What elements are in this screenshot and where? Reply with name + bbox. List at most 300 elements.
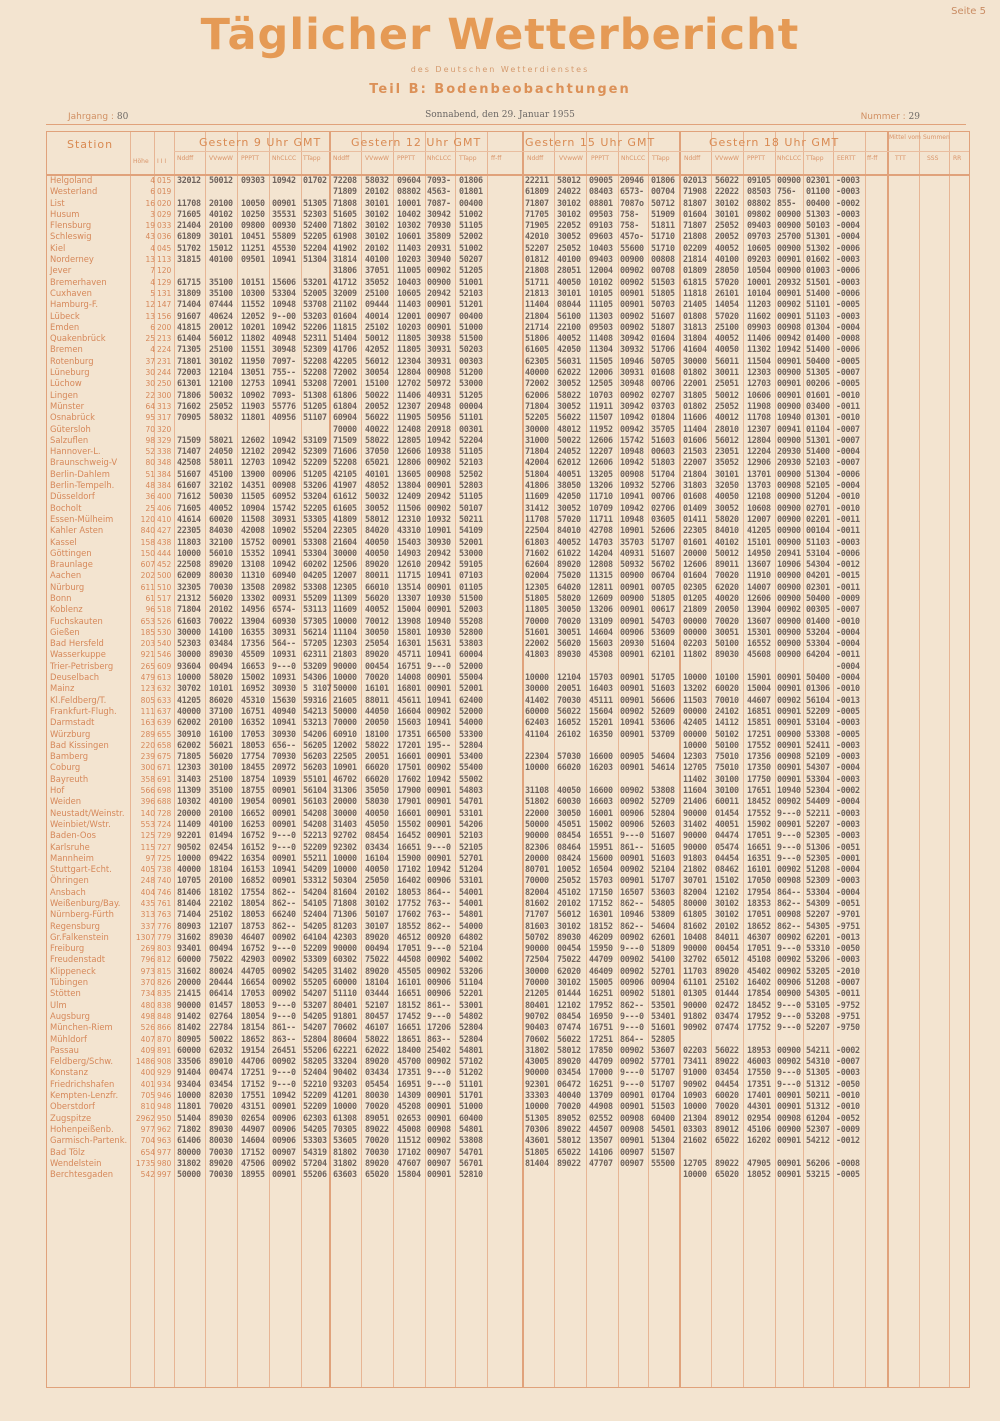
obs-cell: 00902	[620, 276, 644, 287]
obs-cell: 71602	[177, 400, 201, 411]
obs-cell: 20050	[715, 604, 739, 615]
obs-cell: -0003	[836, 875, 860, 886]
obs-cell: 00004	[459, 400, 483, 411]
obs-cell: 00901	[427, 1169, 451, 1180]
g12-nhccc: NhCLCC	[427, 155, 452, 162]
station-height: 796	[140, 955, 155, 965]
obs-cell: 10941	[427, 570, 451, 581]
obs-cell: 10000	[177, 1090, 201, 1101]
table-row	[47, 954, 969, 965]
obs-cell: 70030	[209, 581, 233, 592]
obs-cell: 47506	[241, 1157, 265, 1168]
obs-cell: 53304	[806, 773, 830, 784]
obs-cell: 10941	[427, 694, 451, 705]
obs-cell: 00901	[620, 762, 644, 773]
obs-cell: 50102	[715, 728, 739, 739]
obs-cell: 16601	[397, 751, 421, 762]
table-body	[47, 175, 969, 1180]
obs-cell: 14604	[241, 1135, 265, 1146]
obs-cell: 80030	[209, 570, 233, 581]
obs-cell: 58021	[209, 434, 233, 445]
obs-cell: 60020	[209, 513, 233, 524]
obs-cell: 17206	[427, 1022, 451, 1033]
obs-cell: 20948	[427, 400, 451, 411]
obs-cell: 08403	[589, 186, 613, 197]
obs-cell: -0003	[836, 1067, 860, 1078]
obs-cell: 855-	[777, 197, 796, 208]
obs-cell: 65022	[557, 1146, 581, 1157]
obs-cell: 89020	[365, 1157, 389, 1168]
obs-cell: 89020	[209, 559, 233, 570]
station-height: 805	[140, 695, 155, 705]
obs-cell: 56021	[209, 739, 233, 750]
station-index: 803	[157, 944, 172, 954]
obs-cell: 51909	[651, 208, 675, 219]
obs-cell: 53609	[651, 626, 675, 637]
obs-cell: 80030	[365, 1090, 389, 1101]
obs-cell: 12207	[589, 446, 613, 457]
obs-cell: 56020	[365, 592, 389, 603]
obs-cell: 16101	[747, 864, 771, 875]
obs-cell: 00901	[427, 683, 451, 694]
obs-cell: 12107	[209, 920, 233, 931]
obs-cell: 30101	[715, 208, 739, 219]
station-name: Flensburg	[50, 220, 92, 231]
table-row	[47, 243, 969, 254]
obs-cell: 52206	[303, 321, 327, 332]
obs-cell: -0012	[836, 1135, 860, 1146]
obs-cell: 17152	[241, 1146, 265, 1157]
obs-cell: 30102	[715, 909, 739, 920]
obs-cell: 13709	[589, 1090, 613, 1101]
obs-cell: 18455	[241, 762, 265, 773]
obs-cell: 45108	[747, 954, 771, 965]
obs-cell: 00901	[777, 389, 801, 400]
obs-cell: 45308	[589, 649, 613, 660]
obs-cell: 30930	[272, 728, 296, 739]
obs-cell: -0010	[836, 615, 860, 626]
station-name: Bremen	[50, 344, 83, 355]
obs-cell: 15352	[241, 547, 265, 558]
obs-cell: 7087-	[427, 197, 451, 208]
obs-cell: 45008	[397, 1123, 421, 1134]
obs-cell: -0004	[836, 231, 860, 242]
station-height: 400	[140, 1068, 155, 1078]
obs-cell: 9--00	[272, 310, 296, 321]
obs-cell: 89010	[209, 1056, 233, 1067]
station-index: 870	[157, 1034, 172, 1044]
obs-cell: 00901	[777, 254, 801, 265]
obs-cell: 00900	[777, 242, 801, 253]
obs-cell: 20941	[777, 547, 801, 558]
station-name: Mainz	[50, 683, 75, 694]
obs-cell: 11911	[589, 400, 613, 411]
obs-cell: 41205	[747, 525, 771, 536]
obs-cell: 52205	[303, 502, 327, 513]
obs-cell: 00900	[777, 649, 801, 660]
obs-cell: 51301	[806, 434, 830, 445]
obs-cell: 91803	[683, 852, 707, 863]
station-name: Freiburg	[50, 943, 85, 954]
obs-cell: 00902	[427, 265, 451, 276]
obs-cell: 81603	[525, 920, 549, 931]
station-index: 518	[157, 605, 172, 615]
table-row	[47, 672, 969, 683]
obs-cell: 01306	[806, 683, 830, 694]
obs-cell: 17900	[397, 785, 421, 796]
obs-cell: 30000	[525, 965, 549, 976]
obs-cell: 11703	[683, 965, 707, 976]
obs-cell: 00901	[620, 683, 644, 694]
obs-cell: 00901	[272, 807, 296, 818]
obs-cell: 9---0	[272, 830, 296, 841]
station-height: 313	[140, 910, 155, 920]
obs-cell: 9---0	[620, 1022, 644, 1033]
obs-cell: 00901	[777, 1101, 801, 1112]
obs-cell: 51107	[303, 412, 327, 423]
obs-cell: 00901	[272, 818, 296, 829]
obs-cell: 30102	[209, 355, 233, 366]
obs-cell: 52000	[459, 705, 483, 716]
obs-cell: 00906	[620, 807, 644, 818]
obs-cell: -0006	[836, 547, 860, 558]
table-row	[47, 1090, 969, 1101]
obs-cell: 11551	[241, 344, 265, 355]
table-row	[47, 887, 969, 898]
obs-cell: 28010	[715, 423, 739, 434]
obs-cell: 00901	[777, 683, 801, 694]
obs-cell: -0003	[836, 954, 860, 965]
obs-cell: 10605	[397, 287, 421, 298]
obs-cell: -0004	[836, 796, 860, 807]
station-index: 015	[157, 176, 172, 185]
obs-cell: 61308	[333, 1112, 357, 1123]
obs-cell: 20942	[427, 559, 451, 570]
station-height: 1735	[135, 1158, 155, 1168]
obs-cell: 40052	[715, 242, 739, 253]
obs-cell: 51707	[651, 1078, 675, 1089]
obs-cell: 20051	[365, 751, 389, 762]
obs-cell: 21405	[683, 299, 707, 310]
obs-cell: 52204	[459, 434, 483, 445]
station-height: 48	[145, 481, 155, 491]
obs-cell: 46107	[365, 1022, 389, 1033]
obs-cell: 56020	[557, 638, 581, 649]
station-name: Bayreuth	[50, 773, 89, 784]
obs-cell: 00902	[272, 954, 296, 965]
table-row	[47, 1034, 969, 1045]
obs-cell: 44908	[589, 1101, 613, 1112]
obs-cell: 31403	[333, 818, 357, 829]
obs-cell: 11403	[397, 299, 421, 310]
station-height: 22	[145, 390, 155, 400]
station-name: Fuchskauten	[50, 615, 103, 626]
obs-cell: 861--	[620, 841, 644, 852]
obs-cell: 13607	[747, 615, 771, 626]
obs-cell: 81602	[525, 898, 549, 908]
obs-cell: 18104	[209, 864, 233, 875]
obs-cell: 02764	[209, 1010, 233, 1021]
obs-cell: 52209	[806, 705, 830, 716]
obs-cell: 14956	[241, 604, 265, 615]
obs-cell: 18053	[241, 999, 265, 1010]
obs-cell: 00904	[651, 977, 675, 988]
obs-cell: 51603	[651, 434, 675, 445]
station-name: Schleswig	[50, 231, 92, 242]
obs-cell: 31306	[333, 785, 357, 796]
table-row	[47, 762, 969, 773]
obs-cell: 51101	[459, 1078, 483, 1089]
obs-cell: 00900	[777, 468, 801, 479]
obs-cell: 00908	[777, 875, 801, 886]
obs-cell: 51105	[459, 446, 483, 457]
obs-cell: -0005	[836, 705, 860, 716]
station-height: 810	[140, 1102, 155, 1112]
obs-cell: 16507	[620, 886, 644, 897]
station-index: 400	[157, 492, 172, 502]
obs-cell: 80030	[209, 1135, 233, 1146]
obs-cell: 71804	[525, 446, 549, 457]
obs-cell: 52209	[303, 841, 327, 852]
station-index: 815	[157, 966, 172, 976]
obs-cell: 00901	[777, 773, 801, 784]
obs-cell: 62006	[525, 389, 549, 400]
obs-cell: 42405	[683, 717, 707, 728]
obs-cell: 00901	[620, 694, 644, 705]
obs-cell: 90000	[683, 841, 707, 852]
obs-cell: 89012	[715, 1123, 739, 1134]
obs-cell: 11303	[589, 310, 613, 321]
obs-cell: 31805	[683, 389, 707, 400]
obs-cell: 12006	[589, 367, 613, 378]
obs-cell: 57205	[303, 638, 327, 649]
obs-cell: 45100	[209, 468, 233, 479]
obs-cell: 71404	[177, 909, 201, 920]
table-row	[47, 548, 969, 559]
obs-cell: 30942	[427, 208, 451, 219]
obs-cell: 62002	[177, 717, 201, 728]
table-row	[47, 424, 969, 435]
obs-cell: 00908	[777, 1112, 801, 1123]
obs-cell: 12002	[333, 739, 357, 750]
station-name: Baden-Oos	[50, 830, 96, 841]
obs-cell: 21803	[333, 649, 357, 660]
table-row	[47, 1011, 969, 1022]
obs-cell: 70020	[209, 1101, 233, 1112]
obs-cell: 01454	[715, 807, 739, 818]
obs-cell: 71807	[525, 197, 549, 208]
obs-cell: 00902	[620, 785, 644, 796]
obs-cell: 9---0	[272, 1067, 296, 1078]
station-index: 438	[157, 537, 172, 547]
station-index: 019	[157, 187, 172, 197]
obs-cell: 90000	[683, 807, 707, 818]
obs-cell: 10605	[747, 242, 771, 253]
obs-cell: 03605	[651, 513, 675, 524]
obs-cell: 51305	[303, 197, 327, 208]
obs-cell: 70000	[525, 615, 549, 626]
obs-cell: 52309	[303, 446, 327, 457]
obs-cell: 10941	[620, 717, 644, 728]
obs-cell: 60020	[715, 683, 739, 694]
obs-cell: 00902	[620, 1056, 644, 1067]
obs-cell: 00901	[777, 310, 801, 321]
station-index: 950	[157, 1113, 172, 1123]
obs-cell: 10946	[620, 355, 644, 366]
station-index: 546	[157, 650, 172, 660]
obs-cell: 18753	[241, 920, 265, 931]
obs-cell: 53203	[303, 310, 327, 321]
obs-cell: 42105	[333, 468, 357, 479]
obs-cell: 11708	[177, 197, 201, 208]
obs-cell: 14703	[589, 536, 613, 547]
station-index: 963	[157, 1136, 172, 1146]
obs-cell: 51101	[806, 299, 830, 310]
obs-cell: 51404	[177, 1112, 201, 1123]
obs-cell: 00901	[620, 1090, 644, 1101]
obs-cell: 10402	[397, 208, 421, 219]
obs-cell: 14106	[589, 1146, 613, 1157]
station-index: 147	[157, 300, 172, 310]
obs-cell: 53300	[459, 728, 483, 739]
station-index: 029	[157, 209, 172, 219]
obs-cell: 72002	[525, 378, 549, 389]
obs-cell: 54604	[651, 920, 675, 931]
obs-cell: 53401	[651, 1010, 675, 1021]
obs-cell: 58011	[209, 457, 233, 468]
station-header: Station	[67, 138, 114, 151]
obs-cell: 54310	[806, 1056, 830, 1067]
obs-cell: 30102	[365, 220, 389, 231]
obs-cell: 62604	[525, 559, 549, 570]
obs-cell: 17050	[747, 875, 771, 886]
table-row	[47, 1045, 969, 1056]
obs-cell: 55809	[272, 231, 296, 242]
station-index: 761	[157, 899, 172, 908]
obs-cell: 02203	[683, 638, 707, 649]
station-index: 948	[157, 1102, 172, 1112]
obs-cell: 51605	[651, 841, 675, 852]
obs-cell: 54614	[651, 762, 675, 773]
station-height: 2962	[135, 1113, 155, 1123]
obs-cell: 25100	[209, 344, 233, 355]
obs-cell: -0012	[836, 559, 860, 570]
station-name: Karlsruhe	[50, 841, 90, 852]
obs-cell: -0013	[836, 931, 860, 942]
obs-cell: 18400	[397, 1044, 421, 1055]
obs-cell: 56020	[209, 751, 233, 762]
obs-cell: 52404	[303, 909, 327, 920]
table-row	[47, 1056, 969, 1067]
obs-cell: 01400	[806, 333, 830, 344]
obs-cell: 00900	[777, 434, 801, 445]
obs-cell: 15902	[747, 818, 771, 829]
obs-cell: 04454	[715, 1078, 739, 1089]
obs-cell: 00942	[620, 423, 644, 434]
obs-cell: 51705	[651, 672, 675, 683]
obs-cell: 53310	[806, 943, 830, 954]
obs-cell: 45530	[272, 242, 296, 253]
obs-cell: 00907	[620, 1157, 644, 1168]
obs-cell: 70030	[209, 1146, 233, 1157]
obs-cell: 17552	[747, 807, 771, 818]
obs-cell: 17251	[241, 1067, 265, 1078]
obs-cell: 47707	[589, 1157, 613, 1168]
obs-cell: 54206	[459, 818, 483, 829]
obs-cell: 00908	[777, 751, 801, 762]
obs-cell: 30930	[427, 536, 451, 547]
obs-cell: 10948	[272, 299, 296, 310]
obs-cell: 26451	[272, 1044, 296, 1055]
obs-cell: 00901	[427, 807, 451, 818]
obs-cell: 03454	[715, 1067, 739, 1078]
obs-cell: 60952	[272, 491, 296, 502]
station-height: 25	[145, 503, 155, 513]
obs-cell: 00706	[651, 491, 675, 502]
obs-cell: 90000	[525, 830, 549, 841]
obs-cell: 12310	[397, 513, 421, 524]
obs-cell: 02706	[651, 502, 675, 513]
obs-cell: 90502	[177, 841, 201, 852]
obs-cell: -9701	[836, 909, 860, 920]
obs-cell: 53109	[303, 434, 327, 445]
obs-cell: 40100	[209, 818, 233, 829]
obs-cell: 10901	[333, 762, 357, 773]
obs-cell: 18152	[397, 999, 421, 1010]
g15-pppt: PPPTT	[591, 155, 610, 162]
obs-cell: 75010	[715, 751, 739, 762]
obs-cell: 32012	[177, 175, 201, 185]
obs-cell: 00902	[620, 321, 644, 332]
obs-cell: 15603	[589, 638, 613, 649]
obs-cell: 17752	[747, 1022, 771, 1033]
station-height: 4	[150, 243, 155, 253]
obs-cell: -0005	[836, 355, 860, 366]
obs-cell: 71805	[177, 751, 201, 762]
station-name: Bad Hersfeld	[50, 638, 104, 649]
obs-cell: 35050	[365, 785, 389, 796]
obs-cell: 52210	[303, 1078, 327, 1089]
station-height: 977	[140, 1124, 155, 1134]
obs-cell: 00902	[427, 1135, 451, 1146]
obs-cell: 11708	[525, 513, 549, 524]
obs-cell: 30011	[715, 367, 739, 378]
obs-cell: 00906	[427, 875, 451, 886]
obs-cell: 17750	[747, 773, 771, 784]
obs-cell: 51503	[651, 276, 675, 287]
obs-cell: 10942	[620, 457, 644, 468]
obs-cell: 30102	[365, 898, 389, 908]
obs-cell: 763--	[427, 909, 451, 920]
obs-cell: 9---0	[777, 943, 801, 954]
obs-cell: 52307	[806, 1123, 830, 1134]
obs-cell: 58012	[365, 513, 389, 524]
nummer-value: 29	[908, 112, 920, 122]
obs-cell: 40000	[177, 864, 201, 875]
obs-cell: 40051	[557, 468, 581, 479]
station-name: Braunschweig-V	[50, 457, 118, 468]
station-height: 973	[140, 966, 155, 976]
obs-cell: 54206	[303, 728, 327, 739]
obs-cell: 31412	[525, 502, 549, 513]
obs-cell: 00902	[620, 954, 644, 965]
obs-cell: 20050	[365, 717, 389, 728]
obs-cell: 9---0	[427, 1010, 451, 1021]
station-height: 16	[145, 198, 155, 208]
obs-cell: 54309	[806, 898, 830, 908]
obs-cell: 25052	[715, 400, 739, 411]
obs-cell: 01304	[806, 321, 830, 332]
